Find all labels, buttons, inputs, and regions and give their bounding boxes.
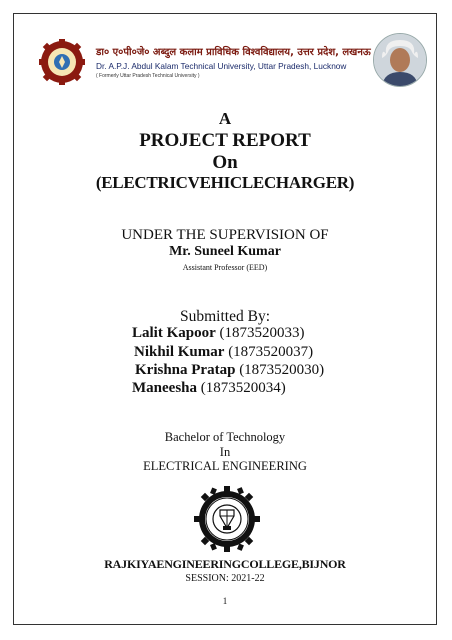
student-roll: (1873520034) [197, 380, 286, 396]
student-name: Krishna Pratap [135, 362, 236, 378]
supervisor-designation: Assistant Professor (EED) [182, 263, 268, 272]
portrait-photo [373, 33, 427, 87]
submitted-heading: Submitted By: [180, 308, 270, 325]
university-name-hindi: डा० ए०पी०जे० अब्दुल कलाम प्राविधिक विश्वविद्यालय, उत्तर प्रदेश, लखनऊ [96, 47, 371, 58]
student-row [132, 380, 286, 397]
degree-line: Bachelor of Technology [164, 430, 286, 444]
student-row [134, 344, 313, 361]
session: SESSION: 2021-22 [185, 573, 265, 584]
student-name: Maneesha [132, 380, 197, 396]
supervisor-name: Mr. Suneel Kumar [169, 244, 281, 259]
title-project-report: PROJECT REPORT [139, 130, 311, 151]
student-row [135, 362, 324, 379]
student-roll: (1873520030) [235, 362, 325, 378]
university-logo-icon [39, 39, 85, 85]
university-name-english: Dr. A.P.J. Abdul Kalam Technical University, Uttar Pradesh, Lucknow [96, 61, 347, 71]
college-seal-icon [194, 486, 260, 552]
student-row [132, 325, 305, 342]
college-name: RAJKIYAENGINEERINGCOLLEGE,BIJNOR [104, 557, 346, 571]
degree-branch: ELECTRICAL ENGINEERING [143, 459, 307, 473]
university-formerly: ( Formerly Uttar Pradesh Technical University ) [96, 73, 200, 79]
supervision-heading: UNDER THE SUPERVISION OF [121, 227, 329, 243]
student-name: Lalit Kapoor [132, 325, 216, 341]
student-roll: (1873520033) [215, 325, 305, 341]
student-name: Nikhil Kumar [134, 344, 225, 360]
page-number: 1 [222, 596, 228, 606]
title-project-name: (ELECTRICVEHICLECHARGER) [95, 173, 355, 192]
degree-in: In [219, 445, 231, 459]
student-roll: (1873520037) [224, 344, 314, 360]
title-on: On [212, 152, 238, 173]
title-line-a: A [218, 109, 232, 128]
